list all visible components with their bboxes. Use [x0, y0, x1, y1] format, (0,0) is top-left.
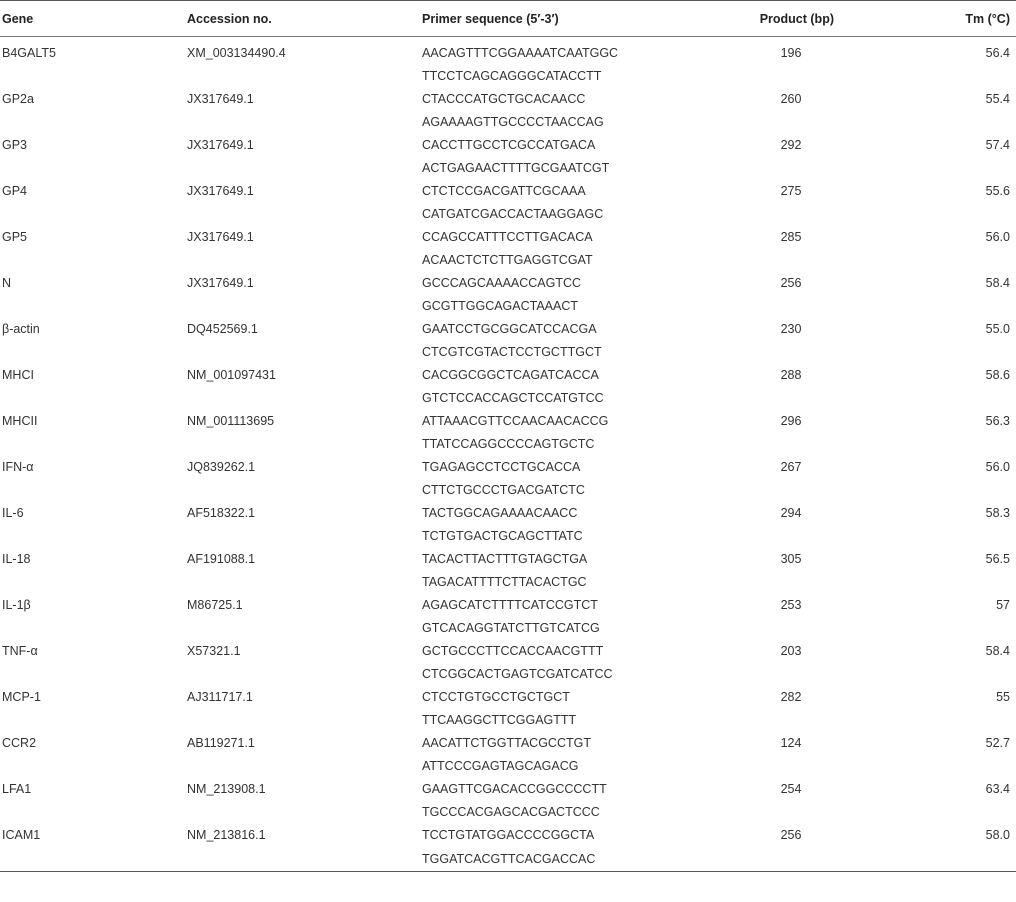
empty-cell [185, 801, 420, 823]
header-row [0, 1, 1016, 37]
table-row [0, 639, 1016, 663]
gene-cell: IL-6 [2, 506, 24, 520]
reverse-primer-cell: CTCGTCGTACTCCTGCTTGCT [422, 345, 602, 359]
empty-cell [0, 295, 185, 317]
gene-cell: IL-1β [2, 598, 31, 612]
empty-cell [0, 157, 185, 179]
product-cell: 256 [780, 828, 802, 842]
table-row-reverse [0, 111, 1016, 133]
tm-cell: 55.4 [985, 92, 1010, 106]
table-row-reverse [0, 847, 1016, 872]
product-cell: 196 [780, 46, 802, 60]
product-cell: 253 [780, 598, 802, 612]
table-row-reverse [0, 249, 1016, 271]
reverse-primer-cell: AGAAAAGTTGCCCCTAACCAG [422, 115, 604, 129]
empty-cell [696, 617, 856, 639]
gene-cell: GP2a [2, 92, 34, 106]
empty-cell [696, 755, 856, 777]
empty-cell [185, 341, 420, 363]
table-row-reverse [0, 295, 1016, 317]
reverse-primer-cell: GTCACAGGTATCTTGTCATCG [422, 621, 600, 635]
table-row [0, 133, 1016, 157]
empty-cell [185, 525, 420, 547]
empty-cell [856, 433, 1016, 455]
empty-cell [185, 479, 420, 501]
reverse-primer-cell: ACTGAGAACTTTTGCGAATCGT [422, 161, 610, 175]
table-row [0, 455, 1016, 479]
header-tm: Tm (°C) [856, 1, 1016, 37]
table-row [0, 547, 1016, 571]
empty-cell [185, 203, 420, 225]
accession-cell: NM_001097431 [187, 368, 276, 382]
tm-cell: 58.4 [985, 644, 1010, 658]
reverse-primer-cell: TTCCTCAGCAGGGCATACCTT [422, 69, 602, 83]
empty-cell [856, 65, 1016, 87]
forward-primer-cell: AACAGTTTCGGAAAATCAATGGC [422, 46, 619, 60]
forward-primer-cell: CACCTTGCCTCGCCATGACA [422, 138, 596, 152]
forward-primer-cell: GCTGCCCTTCCACCAACGTTT [422, 644, 604, 658]
reverse-primer-cell: CTTCTGCCCTGACGATCTC [422, 483, 585, 497]
tm-cell: 56.4 [985, 46, 1010, 60]
forward-primer-cell: CCAGCCATTTCCTTGACACA [422, 230, 593, 244]
empty-cell [185, 571, 420, 593]
empty-cell [696, 663, 856, 685]
header-accession: Accession no. [185, 1, 420, 37]
empty-cell [185, 65, 420, 87]
empty-cell [696, 801, 856, 823]
accession-cell: JX317649.1 [187, 230, 254, 244]
empty-cell [856, 111, 1016, 133]
reverse-primer-cell: ATTCCCGAGTAGCAGACG [422, 759, 579, 773]
empty-cell [856, 249, 1016, 271]
empty-cell [696, 295, 856, 317]
empty-cell [0, 801, 185, 823]
empty-cell [185, 157, 420, 179]
accession-cell: NM_213908.1 [187, 782, 266, 796]
empty-cell [185, 249, 420, 271]
reverse-primer-cell: TGGATCACGTTCACGACCAC [420, 847, 696, 872]
tm-cell: 56.0 [985, 460, 1010, 474]
tm-cell: 63.4 [985, 782, 1010, 796]
forward-primer-cell: CTCCTGTGCCTGCTGCT [422, 690, 570, 704]
tm-cell: 55 [996, 690, 1010, 704]
accession-cell: XM_003134490.4 [187, 46, 286, 60]
reverse-primer-cell: TAGACATTTTCTTACACTGC [422, 575, 587, 589]
reverse-primer-cell: GCGTTGGCAGACTAAACT [422, 299, 579, 313]
table-row [0, 225, 1016, 249]
empty-cell [696, 249, 856, 271]
forward-primer-cell: TACTGGCAGAAAACAACC [422, 506, 578, 520]
forward-primer-cell: CACGGCGGCTCAGATCACCA [422, 368, 599, 382]
table-row [0, 363, 1016, 387]
table-row-reverse [0, 709, 1016, 731]
empty-cell [0, 847, 185, 872]
reverse-primer-cell: TTATCCAGGCCCCAGTGCTC [422, 437, 595, 451]
empty-cell [185, 387, 420, 409]
empty-cell [0, 571, 185, 593]
empty-cell [0, 433, 185, 455]
table-row-reverse [0, 525, 1016, 547]
empty-cell [856, 663, 1016, 685]
tm-cell: 55.6 [985, 184, 1010, 198]
header-gene: Gene [0, 1, 185, 37]
empty-cell [696, 433, 856, 455]
table-row [0, 179, 1016, 203]
forward-primer-cell: TGAGAGCCTCCTGCACCA [422, 460, 581, 474]
accession-cell: JQ839262.1 [187, 460, 256, 474]
gene-cell: IL-18 [2, 552, 31, 566]
empty-cell [856, 157, 1016, 179]
tm-cell: 56.5 [985, 552, 1010, 566]
accession-cell: JX317649.1 [187, 276, 254, 290]
forward-primer-cell: AACATTCTGGTTACGCCTGT [422, 736, 591, 750]
gene-cell: GP3 [2, 138, 28, 152]
gene-cell: MHCII [2, 414, 38, 428]
forward-primer-cell: GAAGTTCGACACCGGCCCCTT [422, 782, 607, 796]
table-row [0, 731, 1016, 755]
gene-cell: TNF-α [2, 644, 38, 658]
header-product: Product (bp) [696, 1, 856, 37]
reverse-primer-cell: GTCTCCACCAGCTCCATGTCC [422, 391, 604, 405]
empty-cell [856, 847, 1016, 872]
empty-cell [0, 709, 185, 731]
product-cell: 285 [780, 230, 802, 244]
empty-cell [0, 755, 185, 777]
table-row [0, 501, 1016, 525]
gene-cell: β-actin [2, 322, 40, 336]
empty-cell [856, 755, 1016, 777]
product-cell: 282 [780, 690, 802, 704]
accession-cell: X57321.1 [187, 644, 241, 658]
product-cell: 260 [780, 92, 802, 106]
empty-cell [185, 433, 420, 455]
empty-cell [185, 111, 420, 133]
product-cell: 267 [780, 460, 802, 474]
empty-cell [696, 387, 856, 409]
product-cell: 292 [780, 138, 802, 152]
accession-cell: NM_001113695 [187, 414, 275, 428]
tm-cell: 56.0 [985, 230, 1010, 244]
empty-cell [696, 479, 856, 501]
gene-cell: B4GALT5 [2, 46, 56, 60]
gene-cell: LFA1 [2, 782, 32, 796]
empty-cell [696, 525, 856, 547]
accession-cell: AJ311717.1 [187, 690, 253, 704]
empty-cell [0, 617, 185, 639]
empty-cell [856, 295, 1016, 317]
accession-cell: JX317649.1 [187, 184, 254, 198]
table-row-reverse [0, 203, 1016, 225]
gene-cell: N [2, 276, 12, 290]
tm-cell: 57 [996, 598, 1010, 612]
forward-primer-cell: GAATCCTGCGGCATCCACGA [422, 322, 597, 336]
empty-cell [856, 387, 1016, 409]
reverse-primer-cell: CATGATCGACCACTAAGGAGC [422, 207, 604, 221]
tm-cell: 58.0 [985, 828, 1010, 842]
accession-cell: AF518322.1 [187, 506, 256, 520]
forward-primer-cell: GCCCAGCAAAACCAGTCC [422, 276, 582, 290]
empty-cell [0, 203, 185, 225]
empty-cell [856, 617, 1016, 639]
tm-cell: 56.3 [985, 414, 1010, 428]
forward-primer-cell: AGAGCATCTTTTCATCCGTCT [422, 598, 598, 612]
table-row-reverse [0, 341, 1016, 363]
product-cell: 256 [780, 276, 802, 290]
product-cell: 230 [780, 322, 802, 336]
table-row-reverse [0, 157, 1016, 179]
empty-cell [696, 65, 856, 87]
empty-cell [0, 341, 185, 363]
tm-cell: 57.4 [985, 138, 1010, 152]
tm-cell: 58.3 [985, 506, 1010, 520]
reverse-primer-cell: TGCCCACGAGCACGACTCCC [422, 805, 600, 819]
reverse-primer-cell: TTCAAGGCTTCGGAGTTT [422, 713, 577, 727]
empty-cell [0, 387, 185, 409]
empty-cell [0, 65, 185, 87]
empty-cell [696, 157, 856, 179]
empty-cell [185, 755, 420, 777]
empty-cell [185, 709, 420, 731]
forward-primer-cell: ATTAAACGTTCCAACAACACCG [422, 414, 609, 428]
accession-cell: JX317649.1 [187, 92, 254, 106]
reverse-primer-cell: CTCGGCACTGAGTCGATCATCC [422, 667, 613, 681]
table-row-reverse [0, 801, 1016, 823]
empty-cell [0, 249, 185, 271]
gene-cell: MCP-1 [2, 690, 41, 704]
empty-cell [856, 801, 1016, 823]
accession-cell: NM_213816.1 [187, 828, 266, 842]
empty-cell [0, 479, 185, 501]
empty-cell [696, 111, 856, 133]
empty-cell [0, 111, 185, 133]
table-row [0, 593, 1016, 617]
empty-cell [696, 203, 856, 225]
table-row [0, 271, 1016, 295]
tm-cell: 55.0 [985, 322, 1010, 336]
table-row-reverse [0, 433, 1016, 455]
table-row [0, 317, 1016, 341]
product-cell: 124 [780, 736, 802, 750]
table-row [0, 409, 1016, 433]
product-cell: 288 [780, 368, 802, 382]
empty-cell [0, 663, 185, 685]
empty-cell [185, 847, 420, 872]
tm-cell: 58.4 [985, 276, 1010, 290]
empty-cell [856, 341, 1016, 363]
empty-cell [856, 525, 1016, 547]
product-cell: 254 [780, 782, 802, 796]
table-row-reverse [0, 663, 1016, 685]
product-cell: 203 [780, 644, 802, 658]
empty-cell [856, 709, 1016, 731]
table-row [0, 87, 1016, 111]
gene-cell: IFN-α [2, 460, 34, 474]
table-row-reverse [0, 65, 1016, 87]
table-row-reverse [0, 617, 1016, 639]
gene-cell: ICAM1 [2, 828, 41, 842]
gene-cell: MHCI [2, 368, 34, 382]
table-row-reverse [0, 755, 1016, 777]
gene-cell: CCR2 [2, 736, 37, 750]
empty-cell [856, 479, 1016, 501]
accession-cell: AB119271.1 [187, 736, 255, 750]
table-row-reverse [0, 479, 1016, 501]
empty-cell [185, 617, 420, 639]
forward-primer-cell: TACACTTACTTTGTAGCTGA [422, 552, 588, 566]
empty-cell [185, 295, 420, 317]
product-cell: 305 [780, 552, 802, 566]
empty-cell [0, 525, 185, 547]
empty-cell [696, 341, 856, 363]
tm-cell: 58.6 [985, 368, 1010, 382]
forward-primer-cell: TCCTGTATGGACCCCGGCTA [422, 828, 595, 842]
accession-cell: M86725.1 [187, 598, 243, 612]
gene-cell: GP4 [2, 184, 28, 198]
accession-cell: DQ452569.1 [187, 322, 258, 336]
header-primer-sequence: Primer sequence (5′-3′) [420, 1, 696, 37]
table-header [0, 1, 1016, 37]
table-row [0, 685, 1016, 709]
empty-cell [856, 571, 1016, 593]
product-cell: 294 [780, 506, 802, 520]
empty-cell [185, 663, 420, 685]
table-row [0, 37, 1016, 66]
accession-cell: AF191088.1 [187, 552, 256, 566]
product-cell: 296 [780, 414, 802, 428]
forward-primer-cell: CTCTCCGACGATTCGCAAA [422, 184, 586, 198]
table-row [0, 777, 1016, 801]
tm-cell: 52.7 [985, 736, 1010, 750]
empty-cell [696, 571, 856, 593]
table-row-reverse [0, 571, 1016, 593]
forward-primer-cell: CTACCCATGCTGCACAACC [422, 92, 586, 106]
gene-cell: GP5 [2, 230, 28, 244]
table-row-reverse [0, 387, 1016, 409]
reverse-primer-cell: TCTGTGACTGCAGCTTATC [422, 529, 583, 543]
empty-cell [856, 203, 1016, 225]
empty-cell [696, 847, 856, 872]
table-row [0, 823, 1016, 847]
product-cell: 275 [780, 184, 802, 198]
accession-cell: JX317649.1 [187, 138, 254, 152]
reverse-primer-cell: ACAACTCTCTTGAGGTCGAT [422, 253, 593, 267]
empty-cell [696, 709, 856, 731]
table-body [0, 37, 1016, 872]
